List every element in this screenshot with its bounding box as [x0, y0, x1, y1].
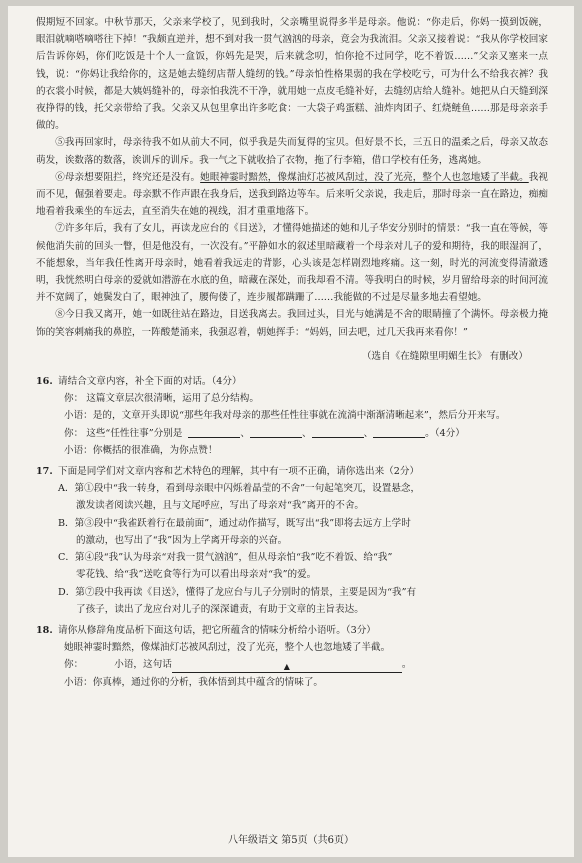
passage-continuation: 走后，你妈一摸到饭碗，眼泪就嘀嗒嘀嗒往下掉！”我颇直逆并，想不到对我一贯气汹汹的母亲，竟会为我流泪。父亲又接着说：“我从你学校回家后告诉你妈，你们吃饭是十个人一盒饭，你妈先是哭，后来就念叨，怕你抢不过同学，吃不着饭……”父亲又塞来一点钱，说：“你妈让我给你的，这是她去缝纫店帮人缝纫的钱。”母亲怕性格果弱的我在学校吃亏，可为什么不给我衣裤？我的衣裳小时候，都是大姨妈缝补的，母亲怕我洗不干净，就用她一点皮毛缝补好，去缝纫店给人缝补。她把从白天缝到深夜挣得的钱，托父亲带给了我。父亲又从包里拿出许多吃食：一大袋子鸡蛋糕、油炸肉团子、红烧鲢鱼……那是母亲亲手做的。	[36, 17, 549, 132]
option-c[interactable]: C．第④段“我”认为母亲“对我一贯气汹汹”，但从母亲怕“我”吃不着饭、给“我” 零花钱、给“我”送吃食等行为可以看出母亲对“我”的爱。	[58, 552, 393, 581]
answer-blank[interactable]	[373, 426, 425, 438]
underlined-sentence: 她眼神霎时黯然，像煤油灯芯被风刮过，没了光亮，整个人也忽地矮了半截。	[200, 171, 529, 183]
question-18	[36, 622, 548, 639]
triangle-marker-icon: ▲	[283, 662, 290, 672]
passage-paragraph-4	[36, 14, 548, 134]
question-stem: 下面是同学们对文章内容和艺术特色的理解，其中有一项不正确，请你选出来（2分）	[58, 466, 420, 478]
question-stem: 请你从修辞角度品析下面这句话，把它所蕴含的情味分析给小语听。（3分）	[58, 624, 376, 636]
option-a[interactable]: A．第①段中“我一转身，看到母亲眼中闪烁着晶莹的不舍”一句起笔突兀，设置悬念， 激发读者阅读兴趣，且与文尾呼应，写出了母亲对“我”离开的不舍。	[58, 483, 421, 512]
answer-blank[interactable]	[172, 661, 402, 673]
passage-paragraph-8: ⑧今日我又离开，她一如既往站在路边，目送我离去。我回过头，目光与她满是不舍的眼睛撞了个满怀。母亲极力掩饰的笑容刺痛我的鼻腔，一阵酸楚涌来，我强忍着，朝她挥手：“妈妈，回去吧，过几天我再来看你！”	[36, 309, 548, 338]
dialog-line: 小语：你真棒，通过你的分析，我体悟到其中蕴含的情味了。	[64, 676, 324, 688]
answer-blank[interactable]	[250, 426, 302, 438]
question-number: 18.	[36, 624, 53, 636]
dialog-line: 小语：你概括的很准确，为你点赞！	[64, 444, 218, 456]
dialog-speaker: 你：	[64, 659, 84, 671]
passage-paragraph-6	[36, 169, 548, 221]
question-17	[36, 463, 548, 480]
passage-paragraph-5: ⑤我再回家时，母亲待我不如从前大不同，似乎我是失而复得的宝贝。但好景不长，三五日的温柔之后，母亲又故态萌发，诶数落的数落，诶训斥的训斥。我一气之下就收拾了衣物，拖了行李箱，借口学校有任务，逃离她。	[36, 137, 548, 166]
answer-blank[interactable]	[312, 426, 364, 438]
question-number: 16.	[36, 376, 53, 388]
dialog-line: 小语：是的，文章开头即说“那些年我对母亲的那些任性往事就在流淌中渐渐清晰起来”，然后分开来写。	[64, 410, 506, 422]
paragraph-6-rest: 我视而不见，倔强着要走。母亲默不作声跟在我身后，送我到路边等车。后来听父亲说，我走后，那时母亲一直在路边，痴痴地看着我乘坐的车远去，直至消失在她的视线，泪才重重地落下。	[36, 171, 549, 218]
question-stem: 请结合文章内容，补全下面的对话。（4分）	[58, 376, 242, 388]
option-b[interactable]: B．第③段中“我雀跃着行在最前面”，通过动作描写，既写出“我”即将去远方上学时 的激动，也写出了“我”因为上学离开母亲的兴奋。	[58, 517, 411, 546]
question-number: 17.	[36, 466, 53, 478]
points-note: 。（4分）	[425, 427, 465, 439]
dialog-line: 你： 这篇文章层次很清晰，运用了总分结构。	[64, 393, 259, 405]
passage-paragraph-7: ⑦许多年后，我有了女儿，再读龙应台的《目送》，才懂得她描述的她和儿子华安分别时的情景：“我一直在等候，等候他消失前的回头一瞥，但是他没有，一次没有。”平静如水的叙述里暗藏着一个母亲对儿子的爱和期待，我的眼湿润了，不能想象，当年我任性离开母亲时，她看着我远走的背影，心头该是怎样剧烈地疼痛。这一刻，时光的河流变得清澈透明，我恍然明白母亲的爱就如潜游在水底的鱼，暗藏在深处，而我却看不清。等我明白的时候，岁月留给母亲的时间河流并不宽阔了，她鬓发白了，眼神浊了，腰佝偻了，连步履都蹒跚了……我能做的不过是尽量多地去看望她。	[36, 223, 548, 304]
quoted-sentence: 她眼神霎时黯然，像煤油灯芯被风刮过，没了光亮，整个人也忽地矮了半截。	[64, 642, 391, 654]
dialog-answer-line: 你： 这些“任性往事”分别是 、 、 、 。（4分）	[64, 427, 465, 439]
question-16	[36, 373, 548, 390]
dialog-answer-line: 你： 小语，这句话 ▲ 。	[64, 659, 412, 672]
dialog-prompt: 小语，这句话	[114, 659, 172, 671]
dialog-prompt: 你： 这些“任性往事”分别是	[64, 427, 183, 439]
answer-blank[interactable]	[188, 426, 240, 438]
paragraph-6-start: ⑥母亲想要阻拦，终究还是没有。	[55, 171, 201, 183]
page-footer: 八年级语文 第5页（共6页）	[228, 834, 354, 846]
exam-page	[8, 6, 574, 857]
passage-source: （选自《在缝隙里明媚生长》 有删改）	[361, 350, 528, 362]
option-d[interactable]: D．第⑦段中我再读《目送》，懂得了龙应台与儿子分别时的情景，主要是因为“我”有 了孩子，读出了龙应台对儿子的深深谴责，有助于文章的主旨表达。	[58, 586, 417, 615]
passage-line-1: 假期短不回家。中秋节那天，父亲来学校了，见到我时，父亲嘴里说得多半是母亲。他说：“你	[36, 17, 441, 28]
